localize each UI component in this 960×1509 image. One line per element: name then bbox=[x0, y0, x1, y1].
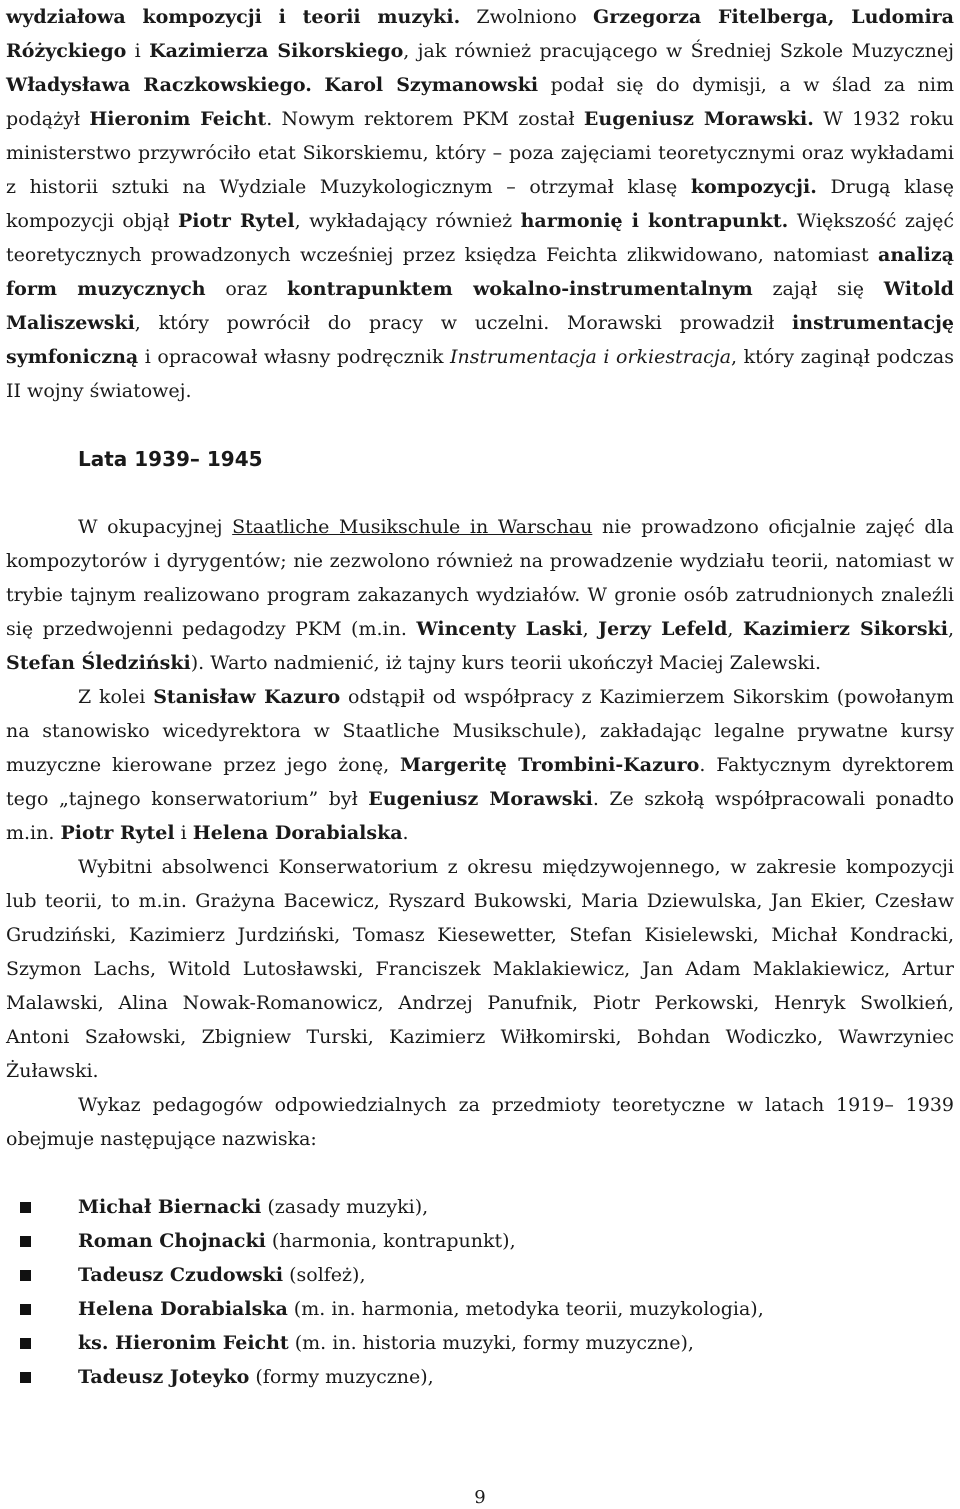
text-run: Wybitni absolwenci Konserwatorium z okresu międzywojennego, w zakresie kompozycji lub teorii, to m.in. Grażyna Bacewicz, Ryszard Bukowski, Maria Dziewulska, Jan Ekier, Czesław Grudziński, Kazimierz Jurdziński, Tomasz Kiesewetter, Stefan Kisielewski, Michał Kondracki, Szymon Lachs, Witold Lutosławski, Franciszek Maklakiewicz, Jan Adam Maklakiewicz, Artur Malawski, Alina Nowak-Romanowicz, Andrzej Panufnik, Piotr Perkowski, Henryk Swolkień, Antoni Szałowski, Zbigniew Turski, Kazimierz Wiłkomirski, Bohdan Wodiczko, Wawrzyniec Żuławski. bbox=[6, 856, 954, 1082]
bold-text: Stefan Śledziński bbox=[6, 652, 191, 674]
bold-text: Grzegorza Fitelberga, Ludomira Różyckiego bbox=[6, 6, 954, 62]
bold-text: Karol Szymanowski bbox=[324, 74, 539, 96]
section-heading: Lata 1939– 1945 bbox=[78, 447, 263, 471]
text-run: nie prowadzono oficjalnie zajęć dla kompozytorów i dyrygentów; nie zezwolono również na prowadzenie wydziału teorii, natomiast w trybie tajnym realizowano program zakazanych wydziałów. W gronie osób zatrudnionych znaleźli się przedwojenni pedagodzy PKM (m.in. bbox=[6, 516, 954, 640]
bold-text: Eugeniusz Morawski. bbox=[583, 108, 814, 130]
bold-text: wydziałowa kompozycji i teorii muzyki. bbox=[6, 6, 461, 28]
teacher-name: Tadeusz Joteyko bbox=[78, 1366, 250, 1388]
square-bullet-icon bbox=[20, 1236, 31, 1247]
square-bullet-icon bbox=[20, 1304, 31, 1315]
square-bullet-icon bbox=[20, 1338, 31, 1349]
text-run: W okupacyjnej bbox=[78, 516, 233, 538]
bold-text: Piotr Rytel bbox=[177, 210, 295, 232]
list-item bbox=[6, 1360, 954, 1394]
bold-text: Helena Dorabialska bbox=[192, 822, 403, 844]
bold-text: Kazimierza Sikorskiego bbox=[149, 40, 404, 62]
text-run: W 1932 roku ministerstwo przywróciło etat Sikorskiemu, który – poza zajęciami teoretycznymi oraz wykładami z historii sztuki na Wydziale Muzykologicznym – otrzymał klasę bbox=[6, 108, 954, 198]
bold-text: Jerzy Lefeld bbox=[598, 618, 728, 640]
intro-paragraph bbox=[6, 0, 954, 408]
teacher-subjects: (solfeż), bbox=[283, 1264, 366, 1286]
bold-text: Stanisław Kazuro bbox=[153, 686, 341, 708]
text-run: , który powrócił do pracy w uczelni. Morawski prowadził bbox=[134, 312, 793, 334]
teacher-subjects: (harmonia, kontrapunkt), bbox=[265, 1230, 516, 1252]
text-run: . Ze szkołą współpracowali ponadto m.in. bbox=[6, 788, 955, 844]
teacher-subjects: (m. in. historia muzyki, formy muzyczne), bbox=[288, 1332, 694, 1354]
text-run: . Nowym rektorem PKM został bbox=[266, 108, 584, 130]
text-run: zajął się bbox=[752, 278, 884, 300]
bold-text: Wincenty Laski bbox=[416, 618, 583, 640]
bold-text: analizą form muzycznych bbox=[6, 244, 954, 300]
text-run: Większość zajęć teoretycznych prowadzonych wcześniej przez księdza Feichta zlikwidowano, natomiast bbox=[6, 210, 955, 266]
text-run: , jak również pracującego w Średniej Szkole Muzycznej bbox=[403, 40, 954, 62]
bold-text: instrumentację symfoniczną bbox=[6, 312, 954, 368]
list-item bbox=[6, 1224, 954, 1258]
text-run: , bbox=[727, 618, 743, 640]
bold-text: Władysława Raczkowskiego. bbox=[6, 74, 312, 96]
teacher-name: Tadeusz Czudowski bbox=[78, 1264, 284, 1286]
teacher-subjects: (formy muzyczne), bbox=[249, 1366, 434, 1388]
text-run: , który zaginął podczas II wojny światowej. bbox=[6, 346, 955, 402]
teacher-name: Helena Dorabialska bbox=[78, 1298, 288, 1320]
text-run: odstąpił od współpracy z Kazimierzem Sikorskim (powołanym na stanowisko wicedyrektora w Staatliche Musikschule), zakładając legalne prywatne kursy muzyczne kierowane przez jego żonę, bbox=[6, 686, 954, 776]
teacher-name: ks. Hieronim Feicht bbox=[78, 1332, 289, 1354]
text-run: Z kolei bbox=[78, 686, 154, 708]
bold-text: Witold Maliszewski bbox=[6, 278, 954, 334]
italic-title: Instrumentacja i orkiestracja bbox=[450, 346, 732, 368]
teacher-name: Michał Biernacki bbox=[78, 1196, 262, 1218]
text-run: i bbox=[174, 822, 193, 844]
text-run: , bbox=[947, 618, 954, 640]
text-run: Drugą klasę kompozycji objął bbox=[6, 176, 954, 232]
text-run: . bbox=[402, 822, 409, 844]
teachers-list bbox=[6, 1190, 954, 1394]
bold-text: Eugeniusz Morawski bbox=[368, 788, 593, 810]
list-item bbox=[6, 1292, 954, 1326]
list-item bbox=[6, 1258, 954, 1292]
bold-text: Hieronim Feicht bbox=[89, 108, 267, 130]
underlined-text: Staatliche Musikschule in Warschau bbox=[232, 516, 593, 538]
paragraph-occupation bbox=[6, 510, 954, 680]
bold-text: Piotr Rytel bbox=[60, 822, 175, 844]
list-item bbox=[6, 1326, 954, 1360]
text-run: oraz bbox=[205, 278, 287, 300]
teacher-subjects: (zasady muzyki), bbox=[261, 1196, 429, 1218]
bold-text: kompozycji. bbox=[690, 176, 817, 198]
text-run: i opracował własny podręcznik bbox=[138, 346, 451, 368]
text-run: , bbox=[582, 618, 599, 640]
text-run: Wykaz pedagogów odpowiedzialnych za przedmioty teoretyczne w latach 1919– 1939 obejmuje następujące nazwiska: bbox=[6, 1094, 954, 1150]
text-run: podał się do dymisji, a w ślad za nim podążył bbox=[6, 74, 955, 130]
bold-text: kontrapunktem wokalno-instrumentalnym bbox=[286, 278, 753, 300]
square-bullet-icon bbox=[20, 1372, 31, 1383]
square-bullet-icon bbox=[20, 1202, 31, 1213]
bold-text: Margeritę Trombini-Kazuro bbox=[400, 754, 700, 776]
page-number: 9 bbox=[474, 1487, 486, 1508]
text-run: i bbox=[126, 40, 150, 62]
text-run: Zwolniono bbox=[460, 6, 594, 28]
paragraph-kazuro bbox=[6, 680, 954, 850]
paragraph-teachers-intro bbox=[6, 1088, 954, 1156]
text-run bbox=[312, 74, 325, 96]
bold-text: Kazimierz Sikorski bbox=[742, 618, 948, 640]
list-item bbox=[6, 1190, 954, 1224]
teacher-name: Roman Chojnacki bbox=[78, 1230, 266, 1252]
text-run: ). Warto nadmienić, iż tajny kurs teorii ukończył Maciej Zalewski. bbox=[190, 652, 822, 674]
teacher-subjects: (m. in. harmonia, metodyka teorii, muzykologia), bbox=[287, 1298, 764, 1320]
paragraph-graduates bbox=[6, 850, 954, 1088]
text-run: , wykładający również bbox=[294, 210, 521, 232]
text-run: . Faktycznym dyrektorem tego „tajnego konserwatorium” był bbox=[6, 754, 954, 810]
bold-text: harmonię i kontrapunkt. bbox=[520, 210, 789, 232]
document-page bbox=[6, 0, 954, 1509]
square-bullet-icon bbox=[20, 1270, 31, 1281]
